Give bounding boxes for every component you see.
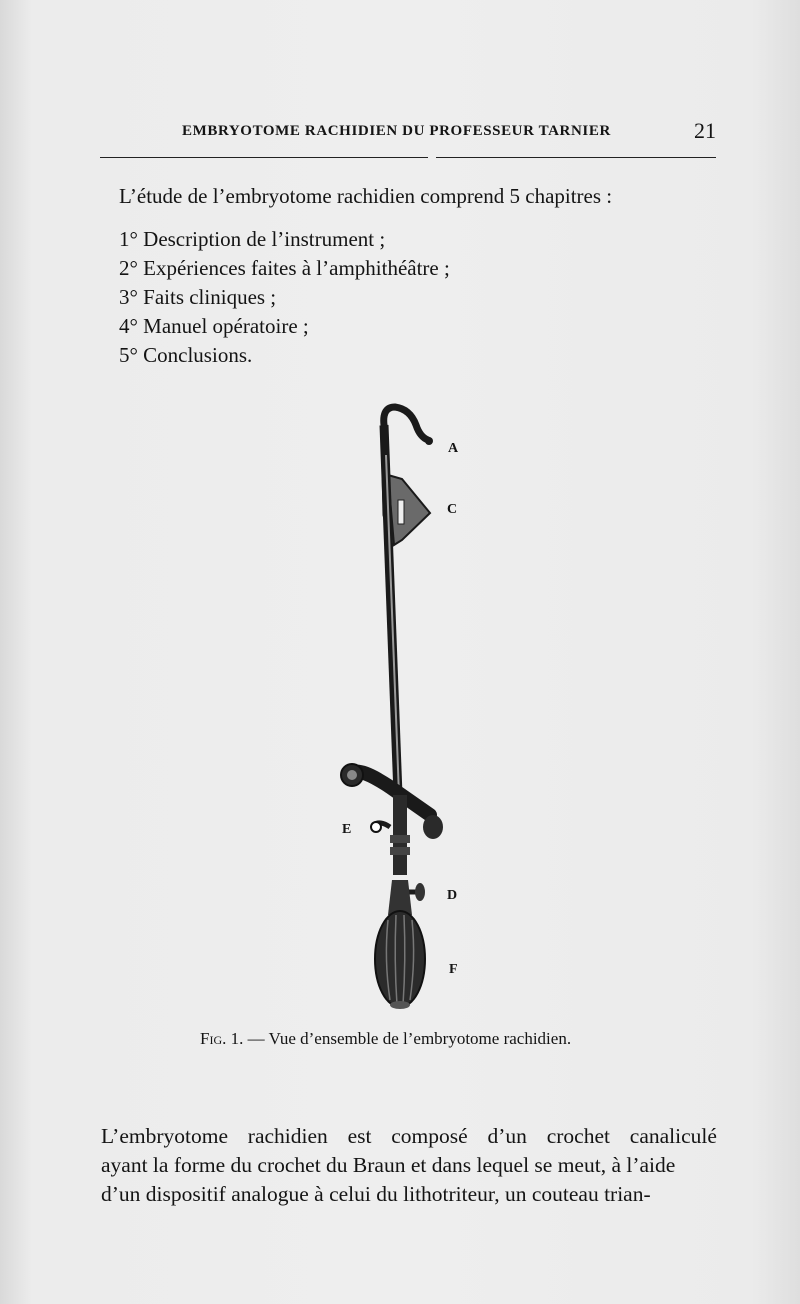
caption-text: — Vue d’ensemble de l’embryotome rachidien. <box>243 1029 572 1048</box>
running-title: EMBRYOTOME RACHIDIEN DU PROFESSEUR TARNIER <box>182 123 611 139</box>
bulb-handle <box>375 911 425 1007</box>
body-paragraph <box>101 1122 717 1209</box>
label-c: C <box>447 502 458 517</box>
header-rule-left <box>100 157 428 158</box>
crossbar <box>352 772 430 815</box>
chapter-item: 1° Description de l’instrument ; <box>119 227 386 251</box>
crossbar-knob-right <box>423 815 443 839</box>
page-number: 21 <box>694 118 716 143</box>
body-line: d’un dispositif analogue à celui du lithotriteur, un couteau trian- <box>101 1182 651 1206</box>
running-head <box>100 120 718 150</box>
screw-knob <box>415 883 425 901</box>
chapter-item: 3° Faits cliniques ; <box>119 285 277 309</box>
label-d: D <box>447 888 458 903</box>
caption-label: Fig. 1. <box>200 1029 244 1048</box>
hook-tip <box>425 437 433 445</box>
label-a: A <box>448 441 459 456</box>
intro-paragraph: L’étude de l’embryotome rachidien comprend 5 chapitres : <box>119 184 613 208</box>
body-line: ayant la forme du crochet du Braun et dans lequel se meut, à l’aide <box>101 1153 676 1177</box>
body-line: L’embryotome rachidien est composé d’un crochet canaliculé <box>101 1124 717 1148</box>
chapter-list <box>119 225 450 370</box>
chapter-item: 4° Manuel opératoire ; <box>119 314 309 338</box>
blade-shape <box>388 475 430 545</box>
label-f: F <box>449 962 458 977</box>
figure-embryotome <box>300 395 500 1015</box>
embryotome-illustration <box>300 395 500 1015</box>
label-e: E <box>342 822 352 837</box>
blade-slot <box>398 500 404 524</box>
figure-caption <box>200 1029 620 1049</box>
header-rule-right <box>436 157 716 158</box>
chapter-item: 5° Conclusions. <box>119 343 253 367</box>
chapter-item: 2° Expériences faites à l’amphithéâtre ; <box>119 256 450 280</box>
